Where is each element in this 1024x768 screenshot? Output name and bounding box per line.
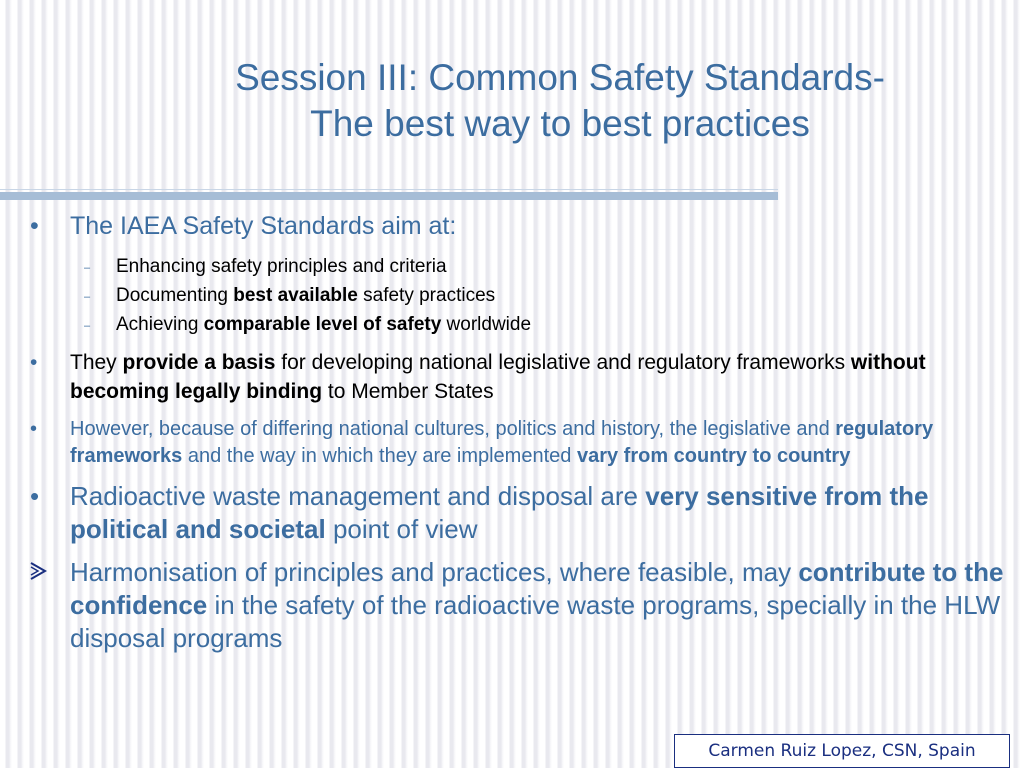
sub-bullet-dash: – (84, 291, 91, 303)
sub-bullet-text: Documenting (116, 285, 234, 306)
sub-bullet-documenting (28, 281, 1018, 310)
bullet-basis-bold-1: provide a basis (122, 351, 276, 374)
arrow-bullet-icon (28, 561, 48, 581)
sub-bullet-dash: – (84, 320, 91, 332)
sub-bullet-enhancing (28, 252, 1018, 281)
sub-bullet-dash: – (84, 262, 91, 274)
bullet-basis (28, 348, 1018, 406)
sub-bullet-bold: comparable level of safety (203, 314, 442, 335)
bullet-dot: • (30, 351, 38, 374)
author-footer: Carmen Ruiz Lopez, CSN, Spain (674, 734, 1010, 768)
sub-bullet-bold: best available (233, 285, 358, 306)
sub-bullet-text-end: safety practices (357, 285, 496, 306)
bullet-harmonisation-bold: contribute to the confidence (70, 557, 1004, 620)
bullet-however-bold-1: regulatory frameworks (70, 418, 934, 467)
bullet-dot: • (30, 481, 40, 511)
bullet-dot: • (30, 212, 39, 240)
title-divider (0, 192, 778, 200)
slide-title-line-2: The best way to best practices (310, 103, 810, 144)
bullet-however (28, 416, 1018, 470)
sub-bullet-achieving (28, 310, 1018, 339)
bullet-however-text: However, because of differing national cultures, politics and history, the legislative and (70, 418, 836, 440)
bullet-radioactive-text: Radioactive waste management and disposal are (70, 481, 646, 511)
sub-bullet-text: Achieving (116, 314, 204, 335)
bullet-harmonisation (28, 556, 1018, 655)
bullet-dot: • (30, 418, 38, 440)
bullet-radioactive-bold: very sensitive from the political and societal (70, 481, 929, 544)
bullet-radioactive-text-2: point of view (325, 514, 478, 544)
bullet-harmonisation-text: Harmonisation of principles and practices, where feasible, may (70, 557, 799, 587)
slide-title-line-1: Session III: Common Safety Standards- (235, 57, 885, 98)
bullet-aims-text: The IAEA Safety Standards aim at: (70, 212, 457, 240)
bullet-radioactive (28, 480, 1018, 546)
bullet-basis-text-2: for developing national legislative and regulatory frameworks (275, 351, 851, 374)
bullet-basis-bold-2: without becoming legally binding (70, 351, 926, 403)
bullet-however-bold-2: vary from country to country (576, 445, 851, 467)
slide-title (120, 55, 1000, 147)
bullet-basis-text: They (70, 351, 123, 374)
slide-body (28, 210, 1018, 655)
bullet-however-text-2: and the way in which they are implemented (182, 445, 577, 467)
bullet-aims (28, 210, 1018, 243)
sub-bullet-text-end: worldwide (441, 314, 532, 335)
sub-bullet-text: Enhancing safety principles and criteria (116, 256, 447, 277)
bullet-basis-text-3: to Member States (322, 380, 494, 403)
title-divider-thin (0, 189, 778, 190)
bullet-harmonisation-text-2: in the safety of the radioactive waste programs, specially in the HLW disposal programs (70, 590, 1001, 653)
